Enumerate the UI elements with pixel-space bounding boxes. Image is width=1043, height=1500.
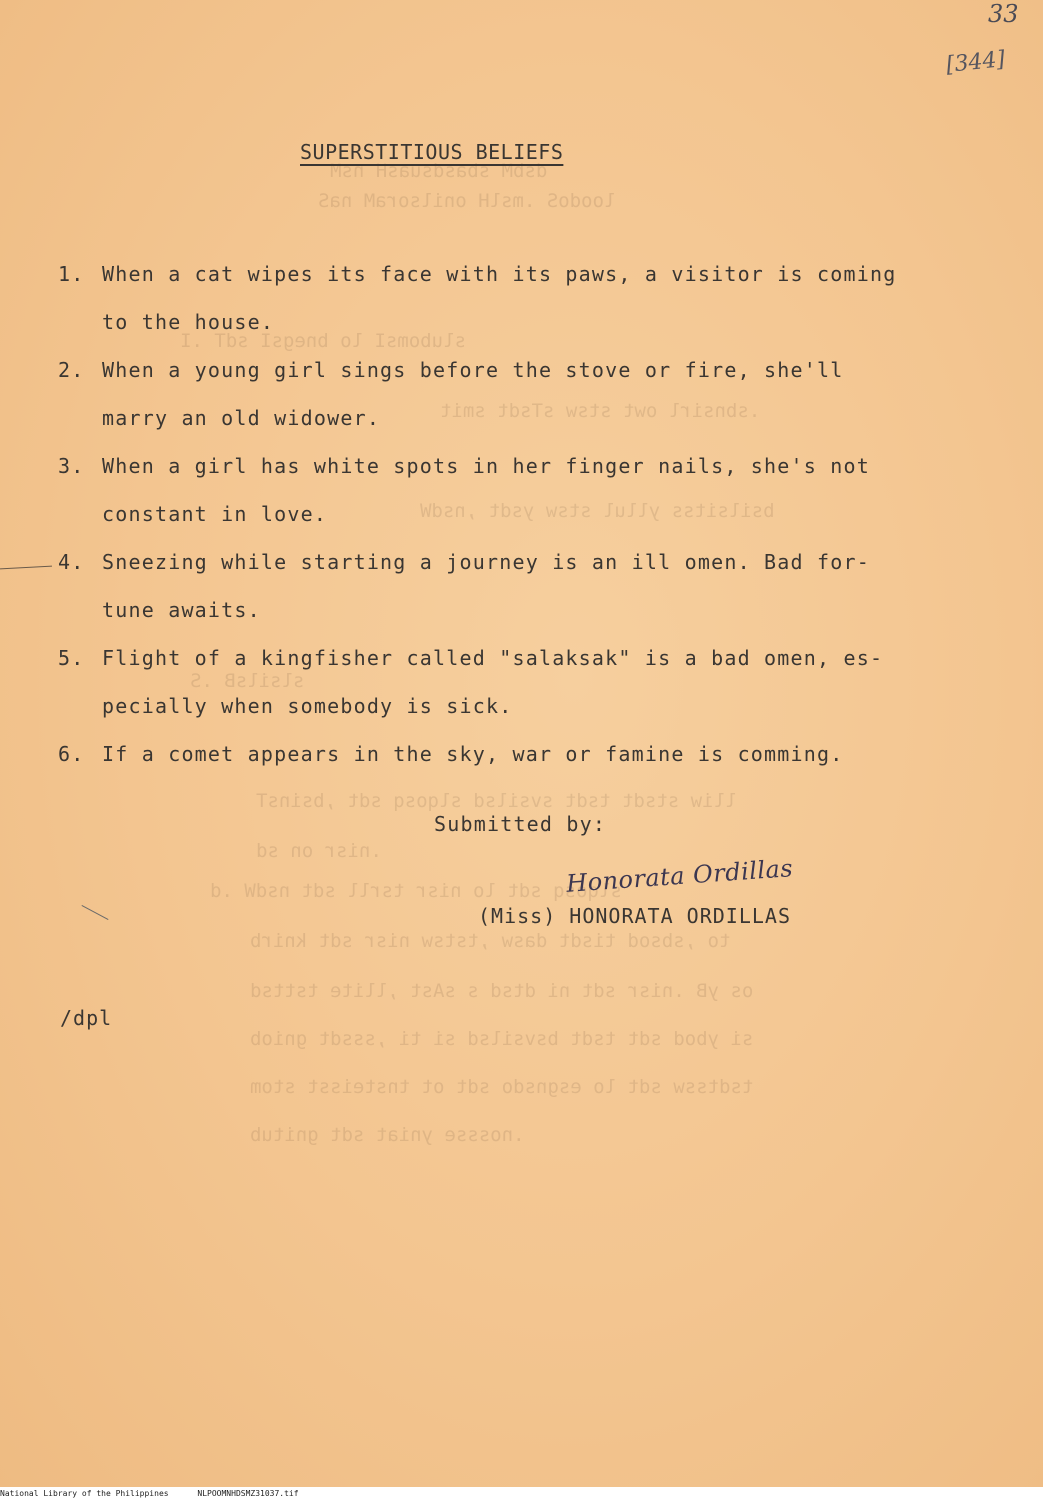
footer-library: National Library of the Philippines xyxy=(0,1489,169,1498)
belief-text-continued: marry an old widower. xyxy=(102,406,381,430)
belief-text: Flight of a kingfisher called "salaksak" is a bad omen, es- xyxy=(102,646,884,670)
submitted-by-label: Submitted by: xyxy=(434,812,607,836)
belief-number: 3. xyxy=(58,454,85,478)
belief-text-continued: to the house. xyxy=(102,310,275,334)
belief-text: Sneezing while starting a journey is an ill omen. Bad for- xyxy=(102,550,870,574)
belief-text: When a young girl sings before the stove or fire, she'll xyxy=(102,358,844,382)
handwritten-signature: Honorata Ordillas xyxy=(565,854,795,898)
belief-item xyxy=(58,730,978,778)
belief-text: If a comet appears in the sky, war or famine is comming. xyxy=(102,742,844,766)
belief-number: 2. xyxy=(58,358,85,382)
show-through-text: tsdtssw sdt lo esgnsdo sdt ot tnsteisst stom xyxy=(250,1076,754,1098)
show-through-text: .nisr on sd xyxy=(256,840,382,862)
show-through-text: bsilsitss yllul stsw ysdt ,nsdW xyxy=(420,500,775,522)
typist-initials: /dpl xyxy=(60,1006,113,1030)
belief-number: 5. xyxy=(58,646,85,670)
page-number: 33 xyxy=(988,0,1019,28)
show-through-text: slsilsB .S xyxy=(190,670,305,692)
show-through-text: os yB .nisr sdt ni dtsd s sAst ,llite tsttsd xyxy=(250,980,754,1002)
belief-item xyxy=(58,634,978,730)
show-through-text: to ,sbsod tisdt dasw ,tstsw nisr sdt knirb xyxy=(250,930,731,952)
submitter-name: (Miss) HONORATA ORDILLAS xyxy=(478,904,791,928)
footer-filename: NLPOOMNHDSMZ31037.tif xyxy=(197,1489,299,1498)
belief-number: 1. xyxy=(58,262,85,286)
margin-pencil-line xyxy=(0,566,52,570)
pencil-mark xyxy=(82,905,109,920)
document-title: SUPERSTITIOUS BELIEFS xyxy=(300,140,564,164)
show-through-text: slqosq sdt lo nisr tsrll sdt nsdW .d xyxy=(210,880,622,902)
show-through-text: .nossse yniat sdt gnitub xyxy=(250,1124,525,1146)
show-through-text: loodoS .mslH onilsoraM naS xyxy=(318,190,616,212)
show-through-text: slubomsI lo bnegsI sdT .I xyxy=(180,330,466,352)
belief-text-continued: constant in love. xyxy=(102,502,328,526)
show-through-text: .sbnsirl owt stsw sTsdt smit xyxy=(440,400,761,422)
belief-item xyxy=(58,250,978,346)
scan-footer xyxy=(0,1487,1043,1500)
archive-reference-mark: [344] xyxy=(944,46,1007,79)
belief-item xyxy=(58,346,978,442)
show-through-text: dsbM sbasdsuasH nsM xyxy=(330,160,548,182)
belief-item xyxy=(58,442,978,538)
belief-item xyxy=(58,538,978,634)
belief-text: When a girl has white spots in her finger nails, she's not xyxy=(102,454,870,478)
belief-number: 6. xyxy=(58,742,85,766)
belief-text-continued: tune awaits. xyxy=(102,598,261,622)
show-through-text: si ybod sdt tsdt bsvsilsd si ti ,sssdt gniob xyxy=(250,1028,754,1050)
show-through-text: lliw stsdt tsdt svsilsd slqosq sdt ,bsinsT xyxy=(256,790,737,812)
belief-text: When a cat wipes its face with its paws, a visitor is coming xyxy=(102,262,897,286)
belief-text-continued: pecially when somebody is sick. xyxy=(102,694,513,718)
belief-number: 4. xyxy=(58,550,85,574)
